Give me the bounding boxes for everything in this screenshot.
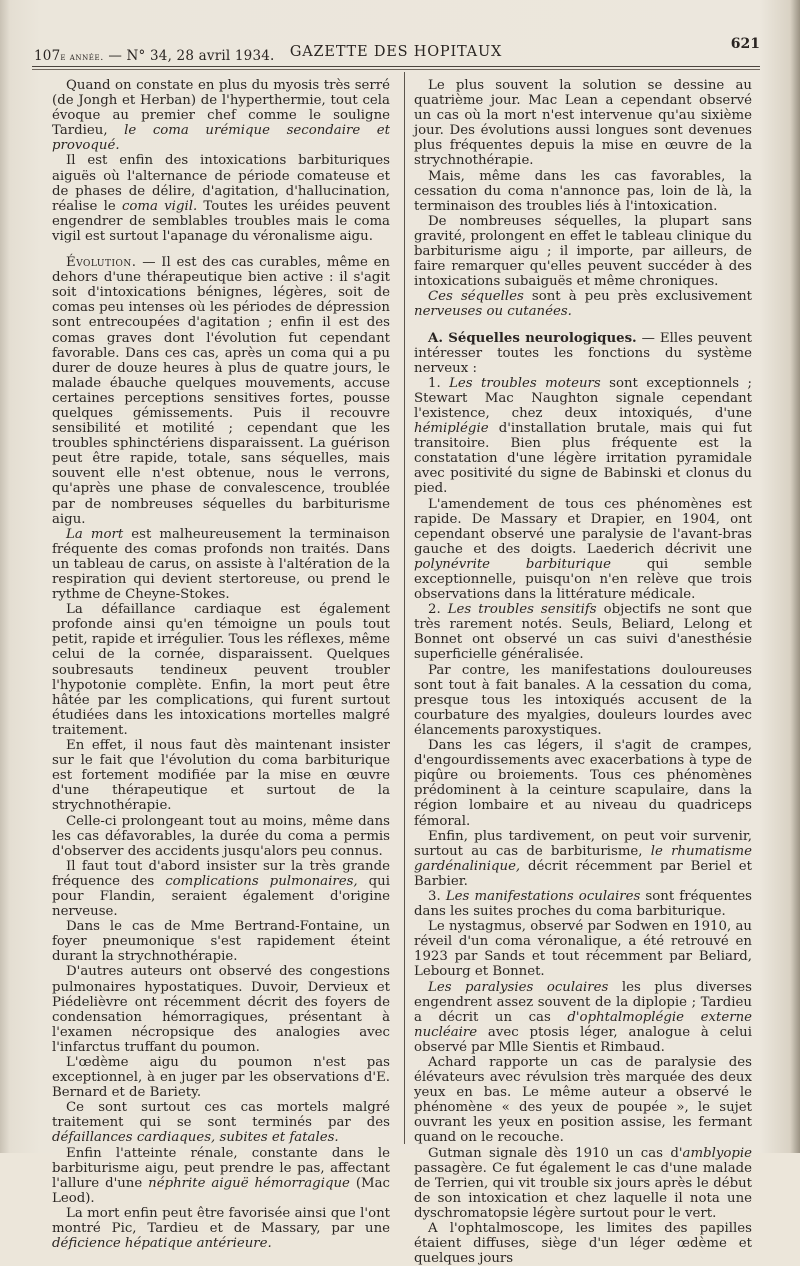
paragraph: Achard rapporte un cas de paralysie des élévateurs avec révulsion très marquée des deux yeux en bas. Le même auteur a observé le phénomène « des yeux de poupée », le sujet ouvrant les yeux en position assise, les fermant quand on le recouche. — [414, 1055, 752, 1146]
paragraph: L'amendement de tous ces phénomènes est rapide. De Massary et Drapier, en 1904, ont cependant observé une paralysie de l'avant-bras gauche et des doigts. Laederich décrivit une polynévrite barbiturique qui semble exceptionnelle, puisqu'on n'en relève que trois observations dans la littérature médicale. — [414, 496, 753, 603]
paragraph: Celle-ci prolongeant tout au moins, même dans les cas défavorables, la durée du coma a permis d'observer des accidents jusqu'alors peu connus. — [52, 813, 390, 859]
paragraph: Il faut tout d'abord insister sur la très grande fréquence des complications pulmonaires, qui pour Flandin, seraient également d'origine nerveuse. — [52, 858, 390, 920]
issue-info: 107e année. — N° 34, 28 avril 1934. — [34, 48, 275, 64]
column-divider — [404, 72, 405, 1144]
paragraph: La mort est malheureusement la terminaison fréquente des comas profonds non traités. Dans un tableau de carus, on assiste à l'altération de la respiration qui devient stertoreuse, ou prend le rythme de Cheyne-Stokes. — [52, 526, 390, 603]
section-sequelles-neurologiques: A. Séquelles neurologiques. — Elles peuvent intéresser toutes les fonctions du système nerveux : — [414, 330, 752, 376]
paragraph: Gutman signale dès 1910 un cas d'amblyopie passagère. Ce fut également le cas d'une malade de Terrien, qui vit trouble six jours après le début de son intoxication et chez laquelle il nota une dyschromatopsie légère surtout pour le vert. — [414, 1145, 752, 1221]
paragraph: 1. Les troubles moteurs sont exceptionnels ; Stewart Mac Naughton signale cependant l'existence, chez deux intoxiqués, d'une hémiplégie d'installation brutale, mais qui fut transitoire. Bien plus fréquente est la constatation d'une légère irritation pyramidale avec positivité du signe de Babinski et clonus du pied. — [414, 375, 752, 497]
paragraph: Enfin, plus tardivement, on peut voir survenir, surtout au cas de barbiturisme, le rhumatisme gardénalinique, décrit récemment par Beriel et Barbier. — [414, 828, 752, 889]
paragraph: 3. Les manifestations oculaires sont fréquentes dans les suites proches du coma barbiturique. — [414, 888, 752, 920]
section-evolution: Évolution. — Il est des cas curables, même en dehors d'une thérapeutique bien active : il s'agit soit d'intoxications bénignes, légères, soit de comas peu intenses où les périodes de dépression sont entrecoupées d'agitation ; enfin il est des comas graves dont l'évolution fut cependant favorable. Dans ces cas, après un coma qui a pu durer de douze heures à plus de quatre jours, le malade ébauche quelques mouvements, accuse certaines perceptions sensitives fortes, pousse quelques gémissements. Puis il recouvre sensibilité et motilité ; cependant que les troubles sphinctériens disparaissent. La guérison peut être rapide, totale, sans séquelles, mais souvent elle n'est obtenue, nous le verrons, qu'après une phase de convalescence, troublée par de nombreuses séquelles du barbiturisme aigu. — [52, 255, 390, 527]
right-column — [414, 78, 752, 1266]
paragraph: Par contre, les manifestations douloureuses sont tout à fait banales. A la cessation du coma, presque tous les intoxiqués accusent de la courbature des myalgies, douleurs lourdes avec élancements paroxystiques. — [414, 662, 752, 738]
paragraph: De nombreuses séquelles, la plupart sans gravité, prolongent en effet le tableau clinique du barbiturisme aigu ; il importe, par ailleurs, de faire remarquer qu'elles peuvent succéder à des intoxications subaiguës et même chroniques. — [414, 213, 752, 290]
paragraph: Le plus souvent la solution se dessine au quatrième jour. Mac Lean a cependant observé un cas où la mort n'est intervenue qu'au sixième jour. Des évolutions aussi longues sont devenues plus fréquentes depuis la mise en œuvre de la strychnothérapie. — [414, 78, 752, 169]
header-rule-secondary — [32, 69, 760, 70]
journal-title: GAZETTE DES HOPITAUX — [289, 44, 503, 60]
section-heading: Évolution. — [66, 255, 137, 271]
paragraph: La défaillance cardiaque est également profonde ainsi qu'en témoigne un pouls tout petit, rapide et irrégulier. Tous les réflexes, même celui de la cornée, disparaissent. Quelques soubresauts tendineux peuvent troubler l'hypotonie complète. Enfin, la mort peut être hâtée par les complications, qui furent surtout étudiées dans les intoxications mortelles malgré traitement. — [52, 602, 390, 738]
paragraph: En effet, il nous faut dès maintenant insister sur le fait que l'évolution du coma barbiturique est fortement modifiée par la mise en œuvre d'une thérapeutique et surtout de la strychnothérapie. — [52, 738, 390, 814]
paragraph: L'œdème aigu du poumon n'est pas exceptionnel, à en juger par les observations d'E. Bernard et de Bariety. — [52, 1055, 390, 1101]
paragraph: Les paralysies oculaires les plus diverses engendrent assez souvent de la diplopie ; Tardieu a décrit un cas d'ophtalmoplégie externe nucléaire avec ptosis léger, analogue à celui observé par Mlle Sientis et Rimbaud. — [414, 979, 753, 1055]
section-heading: A. Séquelles neurologiques. — [428, 330, 637, 346]
page-number: 621 — [730, 36, 760, 52]
paragraph: 2. Les troubles sensitifs objectifs ne sont que très rarement notés. Seuls, Beliard, Lelong et Bonnet ont observé un cas suivi d'anesthésie superficielle généralisée. — [414, 602, 752, 663]
paragraph: Le nystagmus, observé par Sodwen en 1910, au réveil d'un coma véronalique, a été retrouvé en 1923 par Sands et tout récemment par Beliard, Lebourg et Bonnet. — [414, 919, 752, 980]
paragraph: Dans le cas de Mme Bertrand-Fontaine, un foyer pneumonique s'est rapidement éteint durant la strychnothérapie. — [52, 919, 390, 965]
paragraph: Quand on constate en plus du myosis très serré (de Jongh et Herban) de l'hyperthermie, tout cela évoque au premier chef comme le souligne Tardieu, le coma urémique secondaire et provoqué. — [52, 78, 390, 154]
paragraph: Dans les cas légers, il s'agit de crampes, d'engourdissements avec exacerbations à type de piqûre ou broiements. Tous ces phénomènes prédominent à la ceinture scapulaire, dans la région lombaire et au niveau du quadriceps fémoral. — [414, 738, 752, 829]
paragraph: A l'ophtalmoscope, les limites des papilles étaient diffuses, siège d'un léger œdème et quelques jours — [414, 1221, 752, 1266]
left-column — [52, 78, 390, 1251]
running-header — [32, 36, 760, 68]
paragraph: D'autres auteurs ont observé des congestions pulmonaires hypostatiques. Duvoir, Dervieux et Piédelièvre ont récemment décrit des foyers de condensation hémorragiques, présentant à l'examen nécropsique des analogies avec l'infarctus truffant du poumon. — [52, 964, 390, 1055]
paragraph: Ce sont surtout ces cas mortels malgré traitement qui se sont terminés par des défaillances cardiaques, subites et fatales. — [52, 1100, 390, 1146]
paragraph: La mort enfin peut être favorisée ainsi que l'ont montré Pic, Tardieu et de Massary, par une déficience hépatique antérieure. — [52, 1205, 390, 1252]
header-rule — [32, 66, 760, 67]
paragraph: Il est enfin des intoxications barbituriques aiguës où l'alternance de période comateuse et de phases de délire, d'agitation, d'hallucination, réalise le coma vigil. Toutes les uréides peuvent engendrer de semblables troubles mais le coma vigil est surtout l'apanage du véronalisme aigu. — [52, 153, 390, 244]
paragraph: Ces séquelles sont à peu près exclusivement nerveuses ou cutanées. — [414, 289, 752, 320]
paragraph: Mais, même dans les cas favorables, la cessation du coma n'annonce pas, loin de là, la terminaison des troubles liés à l'intoxication. — [414, 168, 752, 214]
paragraph: Enfin l'atteinte rénale, constante dans le barbiturisme aigu, peut prendre le pas, affectant l'allure d'une néphrite aiguë hémorragique (Mac Leod). — [52, 1145, 391, 1206]
